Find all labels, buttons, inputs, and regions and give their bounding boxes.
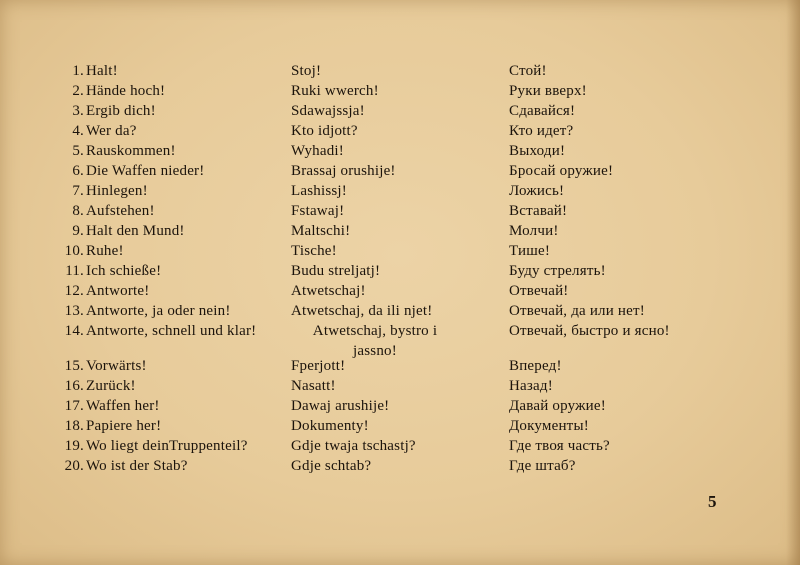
phrase-transliteration: Gdje twaja tschastj? <box>291 438 416 454</box>
phrase-transliteration: Atwetschaj! <box>291 283 366 299</box>
phrase-row <box>0 241 800 261</box>
phrase-transliteration: Fstawaj! <box>291 203 345 219</box>
phrase-number: 12. <box>64 283 84 299</box>
phrase-number: 16. <box>64 378 84 394</box>
phrase-number: 6. <box>72 163 84 179</box>
phrase-russian: Документы! <box>509 418 589 434</box>
phrase-russian: Выходи! <box>509 143 566 159</box>
phrase-german: Ruhe! <box>86 243 124 259</box>
phrase-german: Antworte! <box>86 283 150 299</box>
phrase-number: 3. <box>72 103 84 119</box>
phrase-row <box>0 301 800 321</box>
phrase-russian: Вперед! <box>509 358 562 374</box>
phrase-row <box>0 181 800 201</box>
phrase-russian: Отвечай, да или нет! <box>509 303 645 319</box>
phrase-transliteration: Lashissj! <box>291 183 347 199</box>
phrase-russian: Тише! <box>509 243 551 259</box>
phrase-number: 15. <box>64 358 84 374</box>
phrase-german: Wo ist der Stab? <box>86 458 188 474</box>
phrase-row <box>0 376 800 396</box>
page-number: 5 <box>708 492 717 511</box>
phrase-transliteration: Atwetschaj, bystro i jassno! <box>312 323 438 359</box>
phrase-german: Hände hoch! <box>86 83 166 99</box>
phrase-row <box>0 321 800 361</box>
phrase-german: Wo liegt deinTruppenteil? <box>86 438 248 454</box>
phrase-transliteration: Tische! <box>291 243 337 259</box>
phrase-russian: Вставай! <box>509 203 568 219</box>
phrase-row <box>0 356 800 376</box>
phrase-number: 2. <box>72 83 84 99</box>
phrase-russian: Буду стрелять! <box>509 263 606 279</box>
phrase-russian: Бросай оружие! <box>509 163 614 179</box>
phrase-transliteration: Dawaj arushije! <box>291 398 390 414</box>
phrase-german: Ich schieße! <box>86 263 162 279</box>
phrase-row <box>0 261 800 281</box>
phrase-number: 11. <box>65 263 84 279</box>
phrase-german: Wer da? <box>86 123 137 139</box>
phrase-german: Aufstehen! <box>86 203 155 219</box>
phrase-transliteration: Fperjott! <box>291 358 346 374</box>
phrase-german: Vorwärts! <box>86 358 147 374</box>
phrase-transliteration: Ruki wwerch! <box>291 83 379 99</box>
phrase-row <box>0 141 800 161</box>
phrase-transliteration: Stoj! <box>291 63 322 79</box>
phrase-german: Hinlegen! <box>86 183 148 199</box>
phrase-russian: Ложись! <box>509 183 565 199</box>
phrase-german: Zurück! <box>86 378 136 394</box>
phrase-transliteration: Atwetschaj, da ili njet! <box>291 303 433 319</box>
phrase-german: Halt den Mund! <box>86 223 185 239</box>
phrase-german: Papiere her! <box>86 418 162 434</box>
phrase-number: 19. <box>64 438 84 454</box>
phrase-row <box>0 81 800 101</box>
phrase-transliteration: Sdawajssja! <box>291 103 365 119</box>
phrase-number: 8. <box>72 203 84 219</box>
phrase-number: 9. <box>72 223 84 239</box>
phrase-row <box>0 456 800 476</box>
phrase-number: 4. <box>72 123 84 139</box>
phrase-transliteration: Nasatt! <box>291 378 336 394</box>
phrase-number: 17. <box>64 398 84 414</box>
phrase-german: Waffen her! <box>86 398 160 414</box>
phrase-number: 1. <box>72 63 84 79</box>
phrase-row <box>0 101 800 121</box>
phrase-transliteration: Wyhadi! <box>291 143 344 159</box>
phrase-russian: Сдавайся! <box>509 103 576 119</box>
phrase-german: Antworte, ja oder nein! <box>86 303 231 319</box>
phrase-transliteration: Budu streljatj! <box>291 263 381 279</box>
phrase-transliteration: Gdje schtab? <box>291 458 372 474</box>
phrase-german: Antworte, schnell und klar! <box>86 323 257 339</box>
phrase-row <box>0 201 800 221</box>
phrase-row <box>0 436 800 456</box>
phrase-russian: Кто идет? <box>509 123 574 139</box>
phrase-russian: Молчи! <box>509 223 559 239</box>
phrase-row <box>0 416 800 436</box>
phrase-number: 13. <box>64 303 84 319</box>
phrase-number: 18. <box>64 418 84 434</box>
phrase-russian: Отвечай! <box>509 283 569 299</box>
phrase-row <box>0 221 800 241</box>
phrase-row <box>0 61 800 81</box>
phrase-row <box>0 396 800 416</box>
phrase-russian: Где штаб? <box>509 458 576 474</box>
phrase-row <box>0 281 800 301</box>
phrase-german: Halt! <box>86 63 118 79</box>
phrase-russian: Руки вверх! <box>509 83 587 99</box>
phrase-transliteration: Brassaj orushije! <box>291 163 396 179</box>
phrase-german: Rauskommen! <box>86 143 176 159</box>
phrase-russian: Где твоя часть? <box>509 438 610 454</box>
phrase-number: 5. <box>72 143 84 159</box>
phrase-row <box>0 161 800 181</box>
phrase-russian: Давай оружие! <box>509 398 606 414</box>
phrase-german: Ergib dich! <box>86 103 156 119</box>
phrase-german: Die Waffen nieder! <box>86 163 205 179</box>
phrase-number: 14. <box>64 323 84 339</box>
phrase-russian: Стой! <box>509 63 547 79</box>
phrase-russian: Назад! <box>509 378 553 394</box>
phrase-transliteration: Maltschi! <box>291 223 351 239</box>
phrase-russian: Отвечай, быстро и ясно! <box>509 323 670 339</box>
phrase-row <box>0 121 800 141</box>
phrase-transliteration: Kto idjott? <box>291 123 358 139</box>
phrase-transliteration: Dokumenty! <box>291 418 369 434</box>
phrase-number: 20. <box>64 458 84 474</box>
phrase-number: 7. <box>72 183 84 199</box>
phrase-number: 10. <box>64 243 84 259</box>
